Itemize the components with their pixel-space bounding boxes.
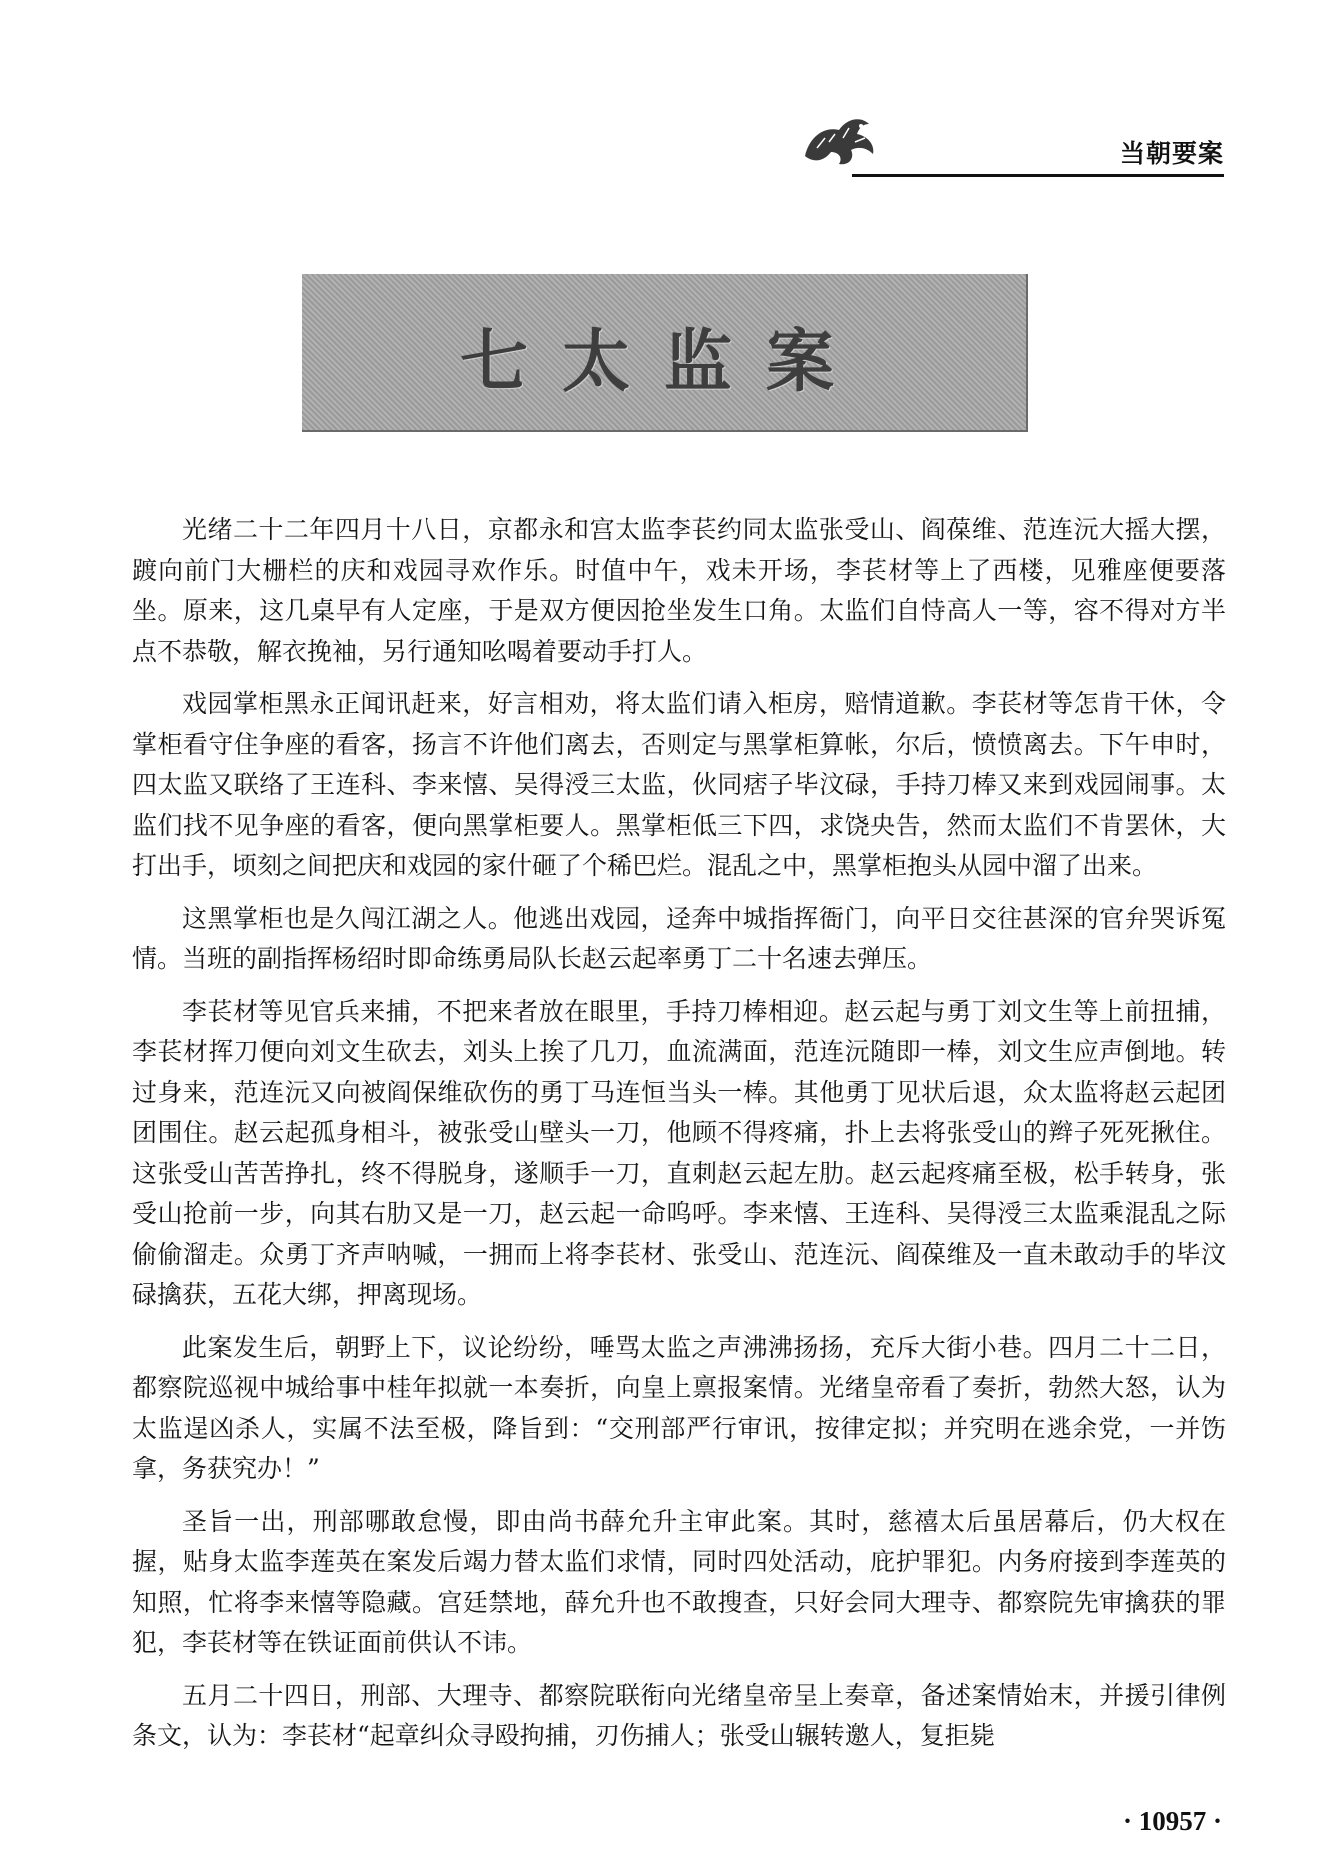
chapter-title-banner [302, 274, 1028, 432]
paragraph: 戏园掌柜黑永正闻讯赶来，好言相劝，将太监们请入柜房，赔情道歉。李苌材等怎肯干休，令掌柜看守住争座的看客，扬言不许他们离去，否则定与黑掌柜算帐，尔后，愤愤离去。下午申时，四太监又联络了王连科、李来憘、吴得涭三太监，伙同痞子毕汶碌，手持刀棒又来到戏园闹事。太监们找不见争座的看客，便向黑掌柜要人。黑掌柜低三下四，求饶央告，然而太监们不肯罢休，大打出手，顷刻之间把庆和戏园的家什砸了个稀巴烂。混乱之中，黑掌柜抱头从园中溜了出来。 [132, 689, 1226, 880]
paragraph: 光绪二十二年四月十八日，京都永和宫太监李苌约同太监张受山、阎葆维、范连沅大摇大摆，踱向前门大栅栏的庆和戏园寻欢作乐。时值中午，戏未开场，李苌材等上了西楼，见雅座便要落坐。原来，这几桌早有人定座，于是双方便因抢坐发生口角。太监们自恃高人一等，容不得对方半点不恭敬，解衣挽袖，另行通知吆喝着要动手打人。 [132, 515, 1226, 666]
paragraph: 圣旨一出，刑部哪敢怠慢，即由尚书薛允升主审此案。其时，慈禧太后虽居幕后，仍大权在握，贴身太监李莲英在案发后竭力替太监们求情，同时四处活动，庇护罪犯。内务府接到李莲英的知照，忙将李来憘等隐藏。宫廷禁地，薛允升也不敢搜查，只好会同大理寺、都察院先审擒获的罪犯，李苌材等在铁证面前供认不讳。 [132, 1506, 1226, 1657]
dragon-emblem-icon [795, 108, 885, 170]
paragraph: 这黑掌柜也是久闯江湖之人。他逃出戏园，迳奔中城指挥衙门，向平日交往甚深的官弁哭诉冤情。当班的副指挥杨绍时即命练勇局队长赵云起率勇丁二十名速去弹压。 [132, 903, 1226, 973]
paragraph: 五月二十四日，刑部、大理寺、都察院联衔向光绪皇帝呈上奏章，备述案情始末，并援引律例条文，认为：李苌材“起章纠众寻殴拘捕，刃伤捕人；张受山辗转邀人，复拒毙 [132, 1680, 1226, 1750]
header-divider [852, 174, 1224, 177]
running-header-title: 当朝要案 [1119, 139, 1224, 168]
article-body [132, 510, 1226, 1769]
chapter-title: 七太监案 [459, 322, 868, 402]
page-number: · 10957 · [1122, 1806, 1222, 1836]
paragraph: 此案发生后，朝野上下，议论纷纷，唾骂太监之声沸沸扬扬，充斥大街小巷。四月二十二日，都察院巡视中城给事中桂年拟就一本奏折，向皇上禀报案情。光绪皇帝看了奏折，勃然大怒，认为太监逞凶杀人，实属不法至极，降旨到：“交刑部严行审讯，按律定拟；并究明在逃余党，一并饬拿，务获究办！” [132, 1332, 1226, 1483]
paragraph: 李苌材等见官兵来捕，不把来者放在眼里，手持刀棒相迎。赵云起与勇丁刘文生等上前扭捕，李苌材挥刀便向刘文生砍去，刘头上挨了几刀，血流满面，范连沅随即一棒，刘文生应声倒地。转过身来，范连沅又向被阎保维砍伤的勇丁马连恒当头一棒。其他勇丁见状后退，众太监将赵云起团团围住。赵云起孤身相斗，被张受山壁头一刀，他顾不得疼痛，扑上去将张受山的辫子死死揪住。这张受山苦苦挣扎，终不得脱身，遂顺手一刀，直刺赵云起左肋。赵云起疼痛至极，松手转身，张受山抢前一步，向其右肋又是一刀，赵云起一命呜呼。李来憘、王连科、吴得涭三太监乘混乱之际偷偷溜走。众勇丁齐声呐喊，一拥而上将李苌材、张受山、范连沅、阎葆维及一直未敢动手的毕汶碌擒获，五花大绑，押离现场。 [132, 996, 1226, 1309]
